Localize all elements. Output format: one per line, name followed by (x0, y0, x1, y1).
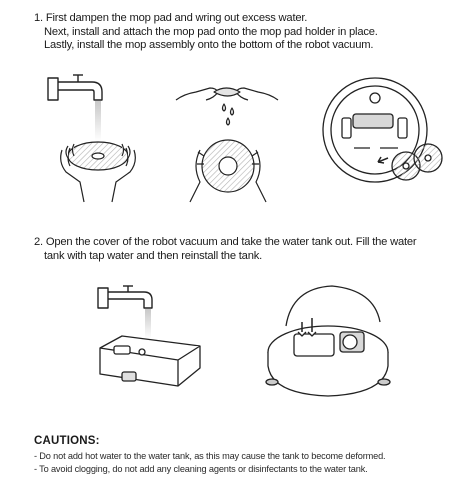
step-1-line-3: Lastly, install the mop assembly onto the bottom of the robot vacuum. (44, 39, 374, 52)
caution-item: - Do not add hot water to the water tank, as this may cause the tank to become deformed. (34, 451, 386, 461)
robot-underside-mop-illustration (320, 70, 450, 205)
step-1-line-1: 1. First dampen the mop pad and wring out excess water. (34, 12, 308, 24)
step-1-line-2: Next, install and attach the mop pad onto the mop pad holder in place. (44, 25, 378, 38)
faucet-wetting-mop-pad-illustration (40, 70, 155, 205)
step-2-instructions (34, 236, 416, 263)
caution-item: - To avoid clogging, do not add any cleaning agents or disinfectants to the water tank. (34, 464, 368, 474)
step-1-instructions (34, 12, 378, 53)
cautions-heading: CAUTIONS: (34, 435, 100, 447)
step-2-line-1: 2. Open the cover of the robot vacuum and take the water tank out. Fill the water (34, 236, 417, 248)
robot-open-cover-tank-illustration (262, 282, 392, 402)
wringing-mop-pad-illustration (170, 70, 285, 205)
step-2-line-2: tank with tap water and then reinstall the tank. (44, 249, 263, 262)
filling-water-tank-illustration (92, 282, 212, 402)
